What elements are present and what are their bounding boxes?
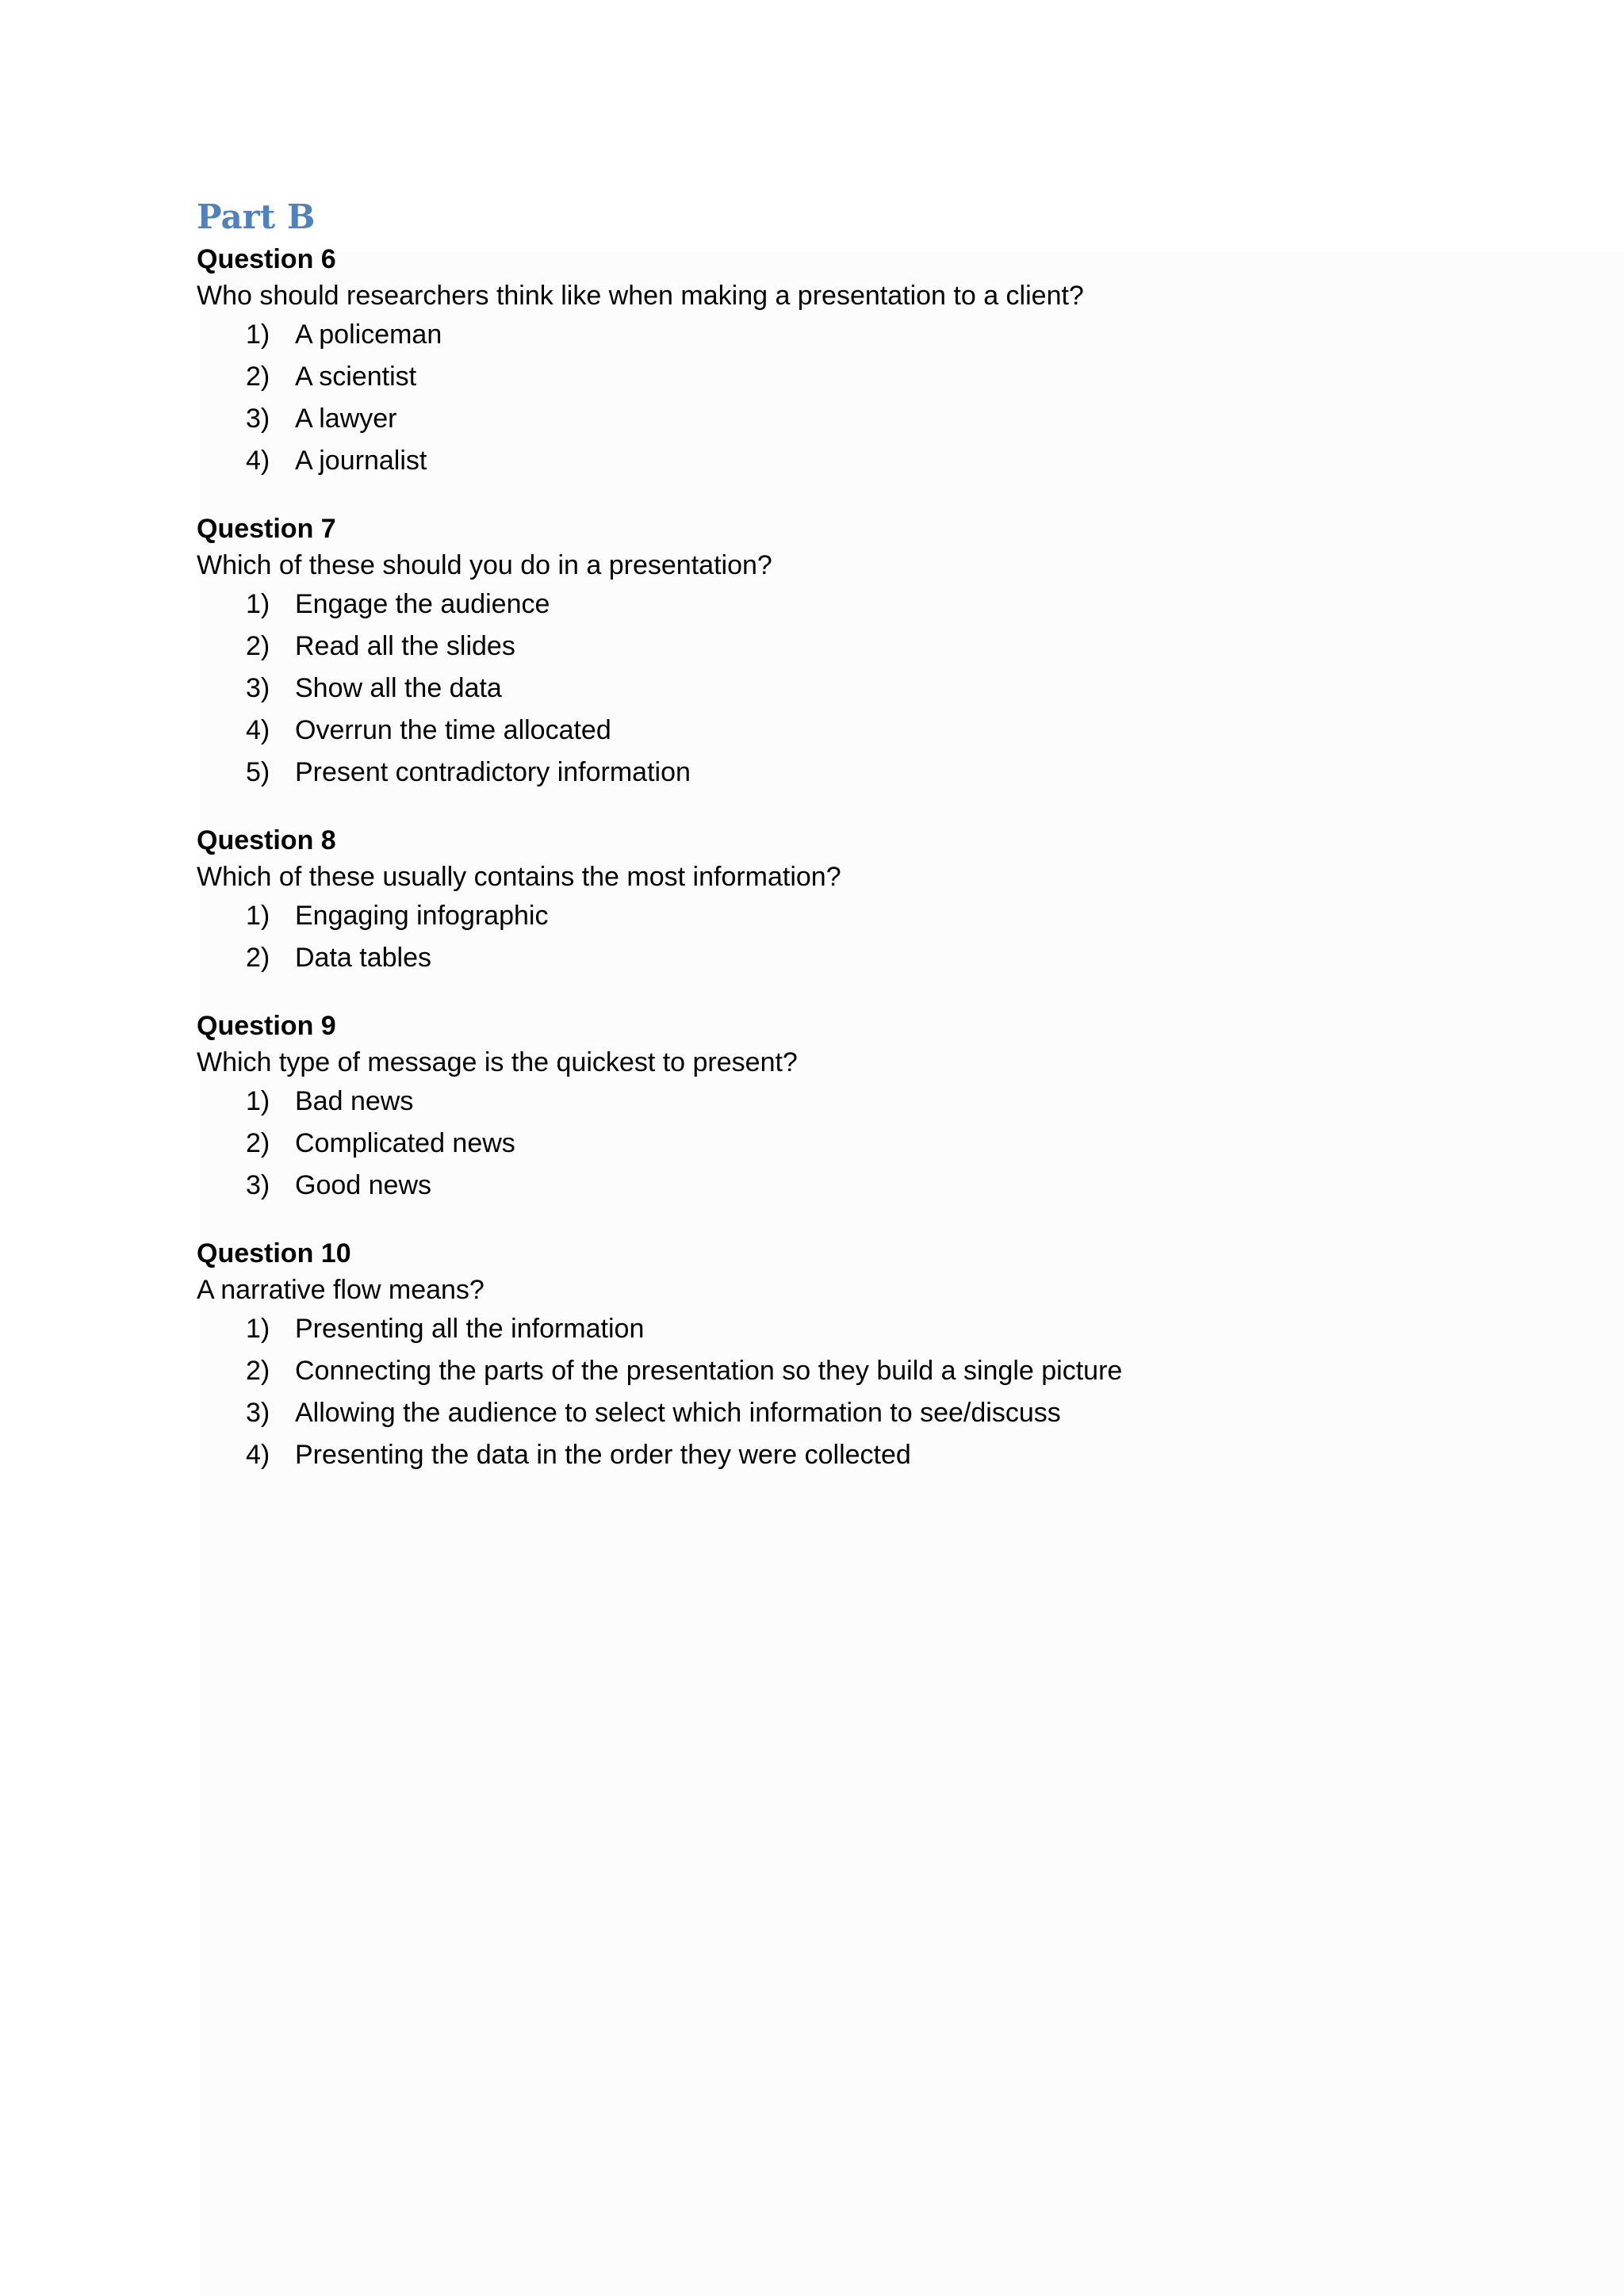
answer-option	[197, 937, 1545, 979]
question-title: Question 10	[197, 1238, 351, 1269]
question-text: Which type of message is the quickest to present?	[197, 1047, 798, 1077]
answer-option	[197, 895, 1545, 937]
option-number: 2)	[246, 1128, 270, 1158]
option-number: 1)	[246, 1314, 270, 1344]
question-block	[197, 1235, 1545, 1476]
question-title: Question 7	[197, 514, 336, 544]
answer-option	[197, 752, 1545, 794]
question-title: Question 6	[197, 244, 336, 274]
option-label: A journalist	[295, 446, 427, 476]
question-text: Who should researchers think like when making a presentation to a client?	[197, 281, 1084, 311]
option-label: Data tables	[295, 943, 431, 973]
answer-option	[197, 1392, 1545, 1434]
answer-option	[197, 1165, 1545, 1207]
option-number: 3)	[246, 1398, 270, 1428]
option-label: Show all the data	[295, 673, 502, 703]
question-block	[197, 511, 1545, 794]
option-label: Read all the slides	[295, 631, 515, 661]
option-number: 4)	[246, 1440, 270, 1470]
option-label: A policeman	[295, 320, 442, 350]
option-number: 1)	[246, 1086, 270, 1116]
option-number: 5)	[246, 757, 270, 787]
option-label: Presenting all the information	[295, 1314, 645, 1344]
answer-option	[197, 584, 1545, 626]
answer-option	[197, 668, 1545, 710]
answer-option	[197, 1081, 1545, 1123]
option-number: 2)	[246, 943, 270, 973]
option-number: 4)	[246, 715, 270, 745]
question-list	[197, 241, 1545, 1476]
document-body	[197, 193, 1545, 1476]
option-label: Engaging infographic	[295, 901, 549, 931]
option-number: 1)	[246, 589, 270, 619]
answer-option	[197, 398, 1545, 440]
answer-option	[197, 1350, 1545, 1392]
option-label: Allowing the audience to select which information to see/discuss	[295, 1398, 1061, 1428]
option-label: A lawyer	[295, 404, 397, 434]
option-number: 4)	[246, 446, 270, 476]
option-label: A scientist	[295, 362, 417, 392]
answer-option	[197, 440, 1545, 482]
question-title: Question 8	[197, 825, 336, 855]
option-label: Bad news	[295, 1086, 414, 1116]
answer-option	[197, 1308, 1545, 1350]
answer-option	[197, 356, 1545, 398]
option-label: Engage the audience	[295, 589, 550, 619]
question-block	[197, 241, 1545, 482]
question-text: A narrative flow means?	[197, 1275, 485, 1305]
question-block	[197, 822, 1545, 979]
option-number: 2)	[246, 631, 270, 661]
question-title: Question 9	[197, 1011, 336, 1041]
answer-options	[197, 584, 1545, 794]
answer-options	[197, 895, 1545, 979]
option-number: 3)	[246, 673, 270, 703]
question-text: Which of these usually contains the most information?	[197, 862, 841, 892]
option-number: 2)	[246, 1356, 270, 1386]
part-title: Part B	[197, 197, 316, 236]
option-label: Presenting the data in the order they were collected	[295, 1440, 911, 1470]
option-label: Good news	[295, 1170, 431, 1200]
answer-options	[197, 1308, 1545, 1476]
option-number: 3)	[246, 1170, 270, 1200]
option-label: Present contradictory information	[295, 757, 691, 787]
option-number: 3)	[246, 404, 270, 434]
answer-options	[197, 314, 1545, 482]
option-number: 1)	[246, 320, 270, 350]
answer-options	[197, 1081, 1545, 1207]
question-text: Which of these should you do in a presentation?	[197, 550, 772, 580]
option-label: Complicated news	[295, 1128, 515, 1158]
answer-option	[197, 710, 1545, 752]
option-label: Overrun the time allocated	[295, 715, 611, 745]
option-label: Connecting the parts of the presentation so they build a single picture	[295, 1356, 1123, 1386]
option-number: 2)	[246, 362, 270, 392]
answer-option	[197, 1123, 1545, 1165]
option-number: 1)	[246, 901, 270, 931]
answer-option	[197, 314, 1545, 356]
question-block	[197, 1008, 1545, 1207]
answer-option	[197, 1434, 1545, 1476]
answer-option	[197, 626, 1545, 668]
